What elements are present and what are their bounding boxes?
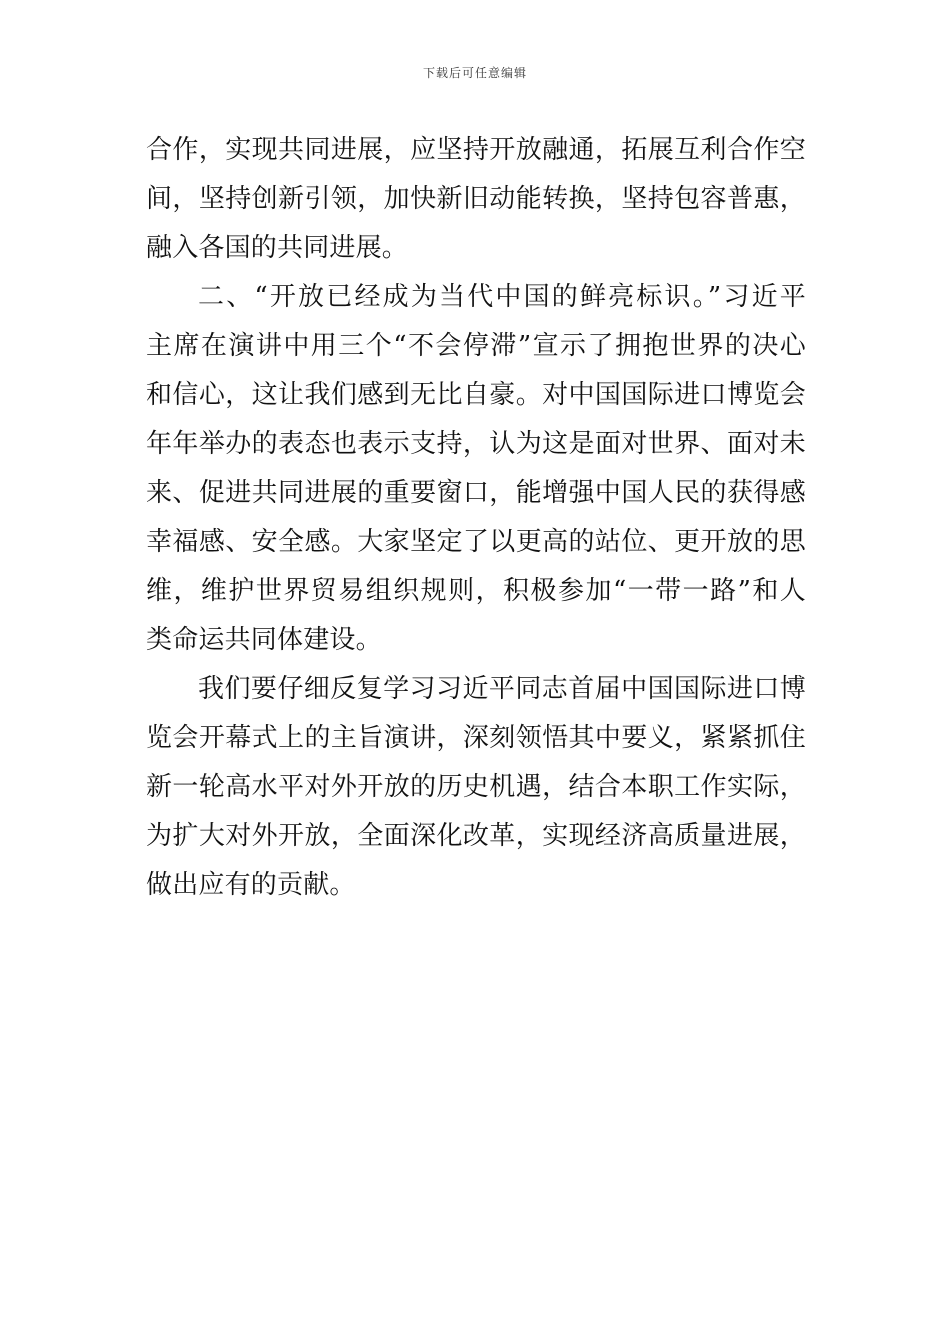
paragraph-2-line-8: 类命运共同体建设。	[146, 625, 382, 655]
paragraph-2-line-7: 维，维护世界贸易组织规则，积极参加“一带一路”和人	[146, 576, 806, 606]
paragraph-3-line-3: 新一轮高水平对外开放的历史机遇，结合本职工作实际，	[146, 772, 806, 802]
paragraph-2-line-2: 主席在演讲中用三个“不会停滞”宣示了拥抱世界的决心	[146, 331, 806, 361]
paragraph-3-line-5: 做出应有的贡献。	[146, 870, 356, 900]
paragraph-2-line-4: 年年举办的表态也表示支持，认为这是面对世界、面对未	[146, 429, 806, 459]
document-body	[146, 126, 806, 910]
paragraph-2-line-6: 幸福感、安全感。大家坚定了以更高的站位、更开放的思	[146, 527, 806, 557]
paragraph-3-line-2: 览会开幕式上的主旨演讲，深刻领悟其中要义，紧紧抓住	[146, 723, 806, 753]
paragraph-1-line-2: 间，坚持创新引领，加快新旧动能转换，坚持包容普惠，	[146, 184, 806, 214]
paragraph-3-line-4: 为扩大对外开放，全面深化改革，实现经济高质量进展，	[146, 821, 806, 851]
paragraph-1-line-1: 合作，实现共同进展，应坚持开放融通，拓展互利合作空	[146, 135, 806, 165]
paragraph-2-line-3: 和信心，这让我们感到无比自豪。对中国国际进口博览会	[146, 380, 806, 410]
paragraph-1-line-3: 融入各国的共同进展。	[146, 233, 409, 263]
paragraph-2-line-1: 二、“开放已经成为当代中国的鲜亮标识。”习近平	[198, 282, 806, 312]
paragraph-2-line-5: 来、促进共同进展的重要窗口，能增强中国人民的获得感	[146, 478, 806, 508]
paragraph-3-line-1: 我们要仔细反复学习习近平同志首届中国国际进口博	[198, 674, 806, 704]
page-header: 下载后可任意编辑	[422, 66, 527, 80]
